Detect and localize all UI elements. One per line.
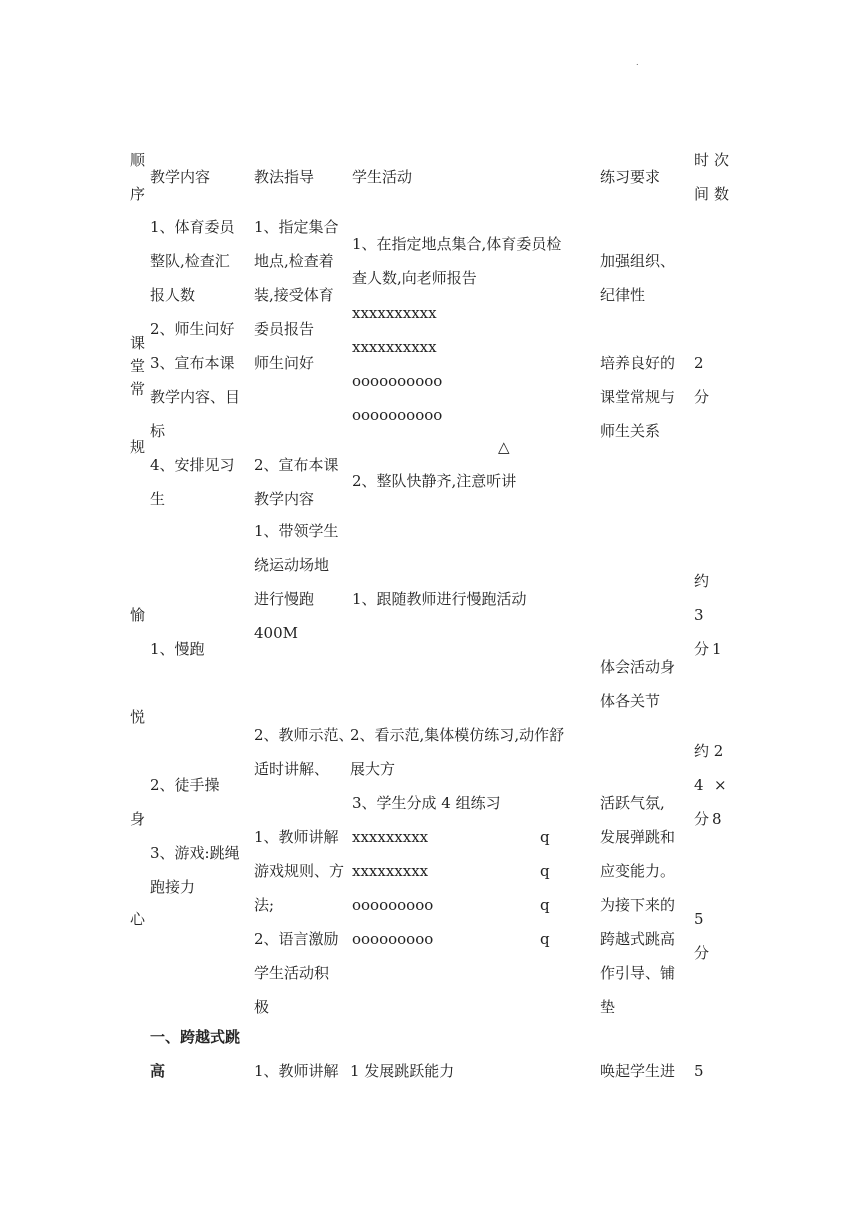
section2-method-gym: 2、教师示范、 (254, 726, 354, 744)
section2-game-row: ooooooooo (352, 896, 434, 914)
section1-content-line: 2、师生问好 (150, 320, 235, 338)
section2-requirement-jog: 体各关节 (600, 692, 661, 710)
section1-requirement-a: 加强组织、 (600, 252, 676, 270)
section1-requirement-a: 纪律性 (600, 286, 646, 304)
section2-method-jog: 绕运动场地 (254, 556, 330, 574)
section2-requirement-game: 作引导、铺 (600, 964, 676, 982)
section1-content-line: 3、宣布本课 (150, 354, 235, 372)
section3-title: 高 (150, 1062, 166, 1080)
section2-requirement-game: 跨越式跳高 (600, 930, 676, 948)
section1-content-line: 1、体育委员 (150, 218, 235, 236)
section1-formation-row: oooooooooo (352, 406, 443, 424)
section3-activity: 1 发展跳跃能力 (350, 1062, 455, 1080)
section1-content-line: 报人数 (150, 286, 196, 304)
section2-requirement-game: 为接下来的 (600, 896, 676, 914)
header-order-1: 顺 (130, 151, 146, 169)
section1-label-char: 课 (130, 334, 146, 352)
section2-method-game: 游戏规则、方 (254, 862, 345, 880)
header-time-1: 时 (694, 151, 710, 169)
section2-label-char: 身 (130, 810, 146, 828)
section1-formation-row: oooooooooo (352, 372, 443, 390)
section2-activity-gym: 2、看示范,集体模仿练习,动作舒 (350, 726, 565, 744)
section1-content-line: 整队,检查汇 (150, 252, 230, 270)
section1-label-char: 常 (130, 380, 146, 398)
section1-method-line: 1、指定集合 (254, 218, 339, 236)
section2-requirement-game: 垫 (600, 998, 616, 1016)
corner-mark: . (636, 58, 639, 67)
section1-activity-line: 查人数,向老师报告 (352, 269, 477, 287)
section1-method-line: 委员报告 (254, 320, 315, 338)
section2-game-q: q (540, 828, 550, 846)
section2-label-char: 悦 (130, 708, 146, 726)
section2-time-game: 分 (694, 944, 710, 962)
section1-requirement-b: 师生关系 (600, 422, 661, 440)
section2-requirement-jog: 体会活动身 (600, 658, 676, 676)
header-method: 教法指导 (254, 168, 315, 186)
section2-game-q: q (540, 930, 550, 948)
section1-content-line: 教学内容、目 (150, 388, 241, 406)
teacher-position-triangle: △ (498, 438, 510, 456)
header-requirement: 练习要求 (600, 168, 661, 186)
section3-method: 1、教师讲解 (254, 1062, 339, 1080)
section2-method-jog: 1、带领学生 (254, 522, 339, 540)
section2-content-jog: 1、慢跑 (150, 640, 205, 658)
header-order-2: 序 (130, 185, 146, 203)
section2-count-gym: 8 (712, 810, 722, 828)
section1-method-line: 师生问好 (254, 354, 315, 372)
header-count-2: 数 (714, 185, 730, 203)
section1-activity2: 2、整队快静齐,注意听讲 (352, 472, 517, 490)
section2-activity-gym: 展大方 (350, 760, 396, 778)
section2-method-gym: 适时讲解、 (254, 760, 330, 778)
section2-time-gym: 约 2 (694, 742, 724, 760)
section1-content-line: 标 (150, 422, 166, 440)
section2-requirement-game: 活跃气氛, (600, 794, 665, 812)
section2-content-gym: 2、徒手操 (150, 776, 220, 794)
section2-method-game: 学生活动积 (254, 964, 330, 982)
section2-time-jog: 3 (694, 606, 704, 624)
section2-time-gym: 4 (694, 776, 704, 794)
section1-method-line: 装,接受体育 (254, 286, 334, 304)
header-time-2: 间 (694, 185, 710, 203)
section2-method-jog: 进行慢跑 (254, 590, 315, 608)
section2-label-char: 心 (130, 910, 146, 928)
section1-formation-row: xxxxxxxxxx (352, 338, 437, 356)
section1-label-char: 规 (130, 438, 146, 456)
section1-method-line: 地点,检查着 (254, 252, 334, 270)
section2-method-game: 1、教师讲解 (254, 828, 339, 846)
header-content: 教学内容 (150, 168, 211, 186)
section2-count-gym: × (714, 776, 727, 794)
section2-content-game: 3、游戏:跳绳 (150, 844, 240, 862)
section1-requirement-b: 课堂常规与 (600, 388, 676, 406)
section1-formation-row: xxxxxxxxxx (352, 304, 437, 322)
section1-content-line: 生 (150, 490, 166, 508)
section1-time-unit: 分 (694, 388, 710, 406)
section2-requirement-game: 发展弹跳和 (600, 828, 676, 846)
header-activity: 学生活动 (352, 168, 413, 186)
section2-game-q: q (540, 862, 550, 880)
section2-label-char: 愉 (130, 606, 146, 624)
section2-activity-jog: 1、跟随教师进行慢跑活动 (352, 590, 527, 608)
section2-time-gym: 分 (694, 810, 710, 828)
section3-title: 一、跨越式跳 (150, 1028, 241, 1046)
section1-content-line: 4、安排见习 (150, 456, 235, 474)
section2-game-row: ooooooooo (352, 930, 434, 948)
section1-time: 2 (694, 354, 704, 372)
section2-method-game: 2、语言激励 (254, 930, 339, 948)
section1-label-char: 堂 (130, 357, 146, 375)
section2-game-row: xxxxxxxxx (352, 828, 429, 846)
header-count-1: 次 (714, 151, 730, 169)
section2-time-game: 5 (694, 910, 704, 928)
section2-method-game: 法; (254, 896, 275, 914)
section2-game-row: xxxxxxxxx (352, 862, 429, 880)
section1-requirement-b: 培养良好的 (600, 354, 676, 372)
section2-count-jog: 1 (712, 640, 722, 658)
section3-requirement: 唤起学生进 (600, 1062, 676, 1080)
section2-requirement-game: 应变能力。 (600, 862, 676, 880)
section1-method2-line: 教学内容 (254, 490, 315, 508)
section2-method-game: 极 (254, 998, 270, 1016)
section1-activity-line: 1、在指定地点集合,体育委员检 (352, 235, 562, 253)
section1-method2-line: 2、宣布本课 (254, 456, 339, 474)
section2-time-jog: 分 (694, 640, 710, 658)
section3-time: 5 (694, 1062, 704, 1080)
section2-content-game: 跑接力 (150, 878, 196, 896)
section2-game-q: q (540, 896, 550, 914)
section2-time-jog: 约 (694, 572, 710, 590)
section2-activity-game: 3、学生分成 4 组练习 (352, 794, 501, 812)
section2-method-jog: 400M (254, 624, 298, 642)
